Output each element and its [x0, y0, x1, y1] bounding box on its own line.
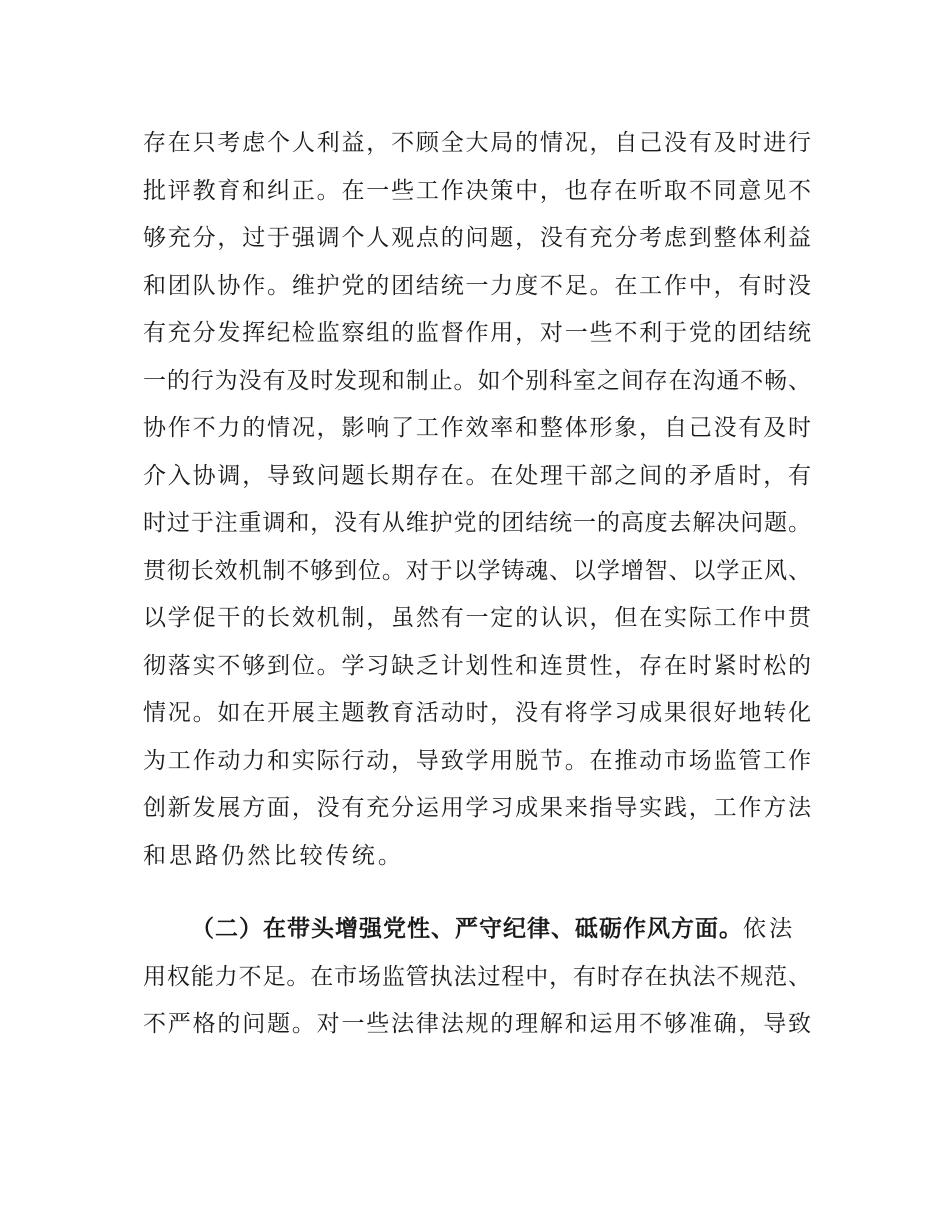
text-line: 贯彻长效机制不够到位。对于以学铸魂、以学增智、以学正风、 [143, 557, 811, 584]
text-line: 时过于注重调和，没有从维护党的团结统一的高度去解决问题。 [143, 510, 811, 536]
paragraph-2 [143, 906, 811, 1049]
text-line: 彻落实不够到位。学习缺乏计划性和连贯性，存在时紧时松的 [143, 652, 811, 679]
text-line: 够充分，过于强调个人观点的问题，没有充分考虑到整体利益 [143, 225, 811, 251]
text-line: 情况。如在开展主题教育活动时，没有将学习成果很好地转化 [143, 700, 811, 726]
section-heading-line [143, 906, 811, 954]
text-line: 为工作动力和实际行动，导致学用脱节。在推动市场监管工作 [143, 747, 811, 774]
text-line: 有充分发挥纪检监察组的监督作用，对一些不利于党的团结统 [143, 320, 811, 346]
document-body [143, 120, 811, 1049]
text-line: 以学促干的长效机制，虽然有一定的认识，但在实际工作中贯 [143, 605, 811, 631]
text-line: 创新发展方面，没有充分运用学习成果来指导实践，工作方法 [143, 795, 811, 821]
text-line: 用权能力不足。在市场监管执法过程中，有时存在执法不规范、 [143, 963, 811, 990]
text-line: 协作不力的情况，影响了工作效率和整体形象，自己没有及时 [143, 415, 811, 441]
text-line: 一的行为没有及时发现和制止。如个别科室之间存在沟通不畅、 [143, 367, 811, 394]
paragraph-gap [143, 880, 811, 906]
text-line: 批评教育和纠正。在一些工作决策中，也存在听取不同意见不 [143, 177, 811, 204]
section-heading: （二）在带头增强党性、严守纪律、砥砺作风方面。 [191, 916, 743, 942]
text-line: 介入协调，导致问题长期存在。在处理干部之间的矛盾时，有 [143, 462, 811, 489]
heading-line-rest: 依法 [743, 916, 796, 942]
text-line-last: 和思路仍然比较传统。 [143, 842, 404, 869]
text-line: 和团队协作。维护党的团结统一力度不足。在工作中，有时没 [143, 272, 811, 299]
text-line: 不严格的问题。对一些法律法规的理解和运用不够准确，导致 [143, 1011, 811, 1037]
text-line: 存在只考虑个人利益，不顾全大局的情况，自己没有及时进行 [143, 130, 811, 156]
paragraph-1 [143, 120, 811, 880]
